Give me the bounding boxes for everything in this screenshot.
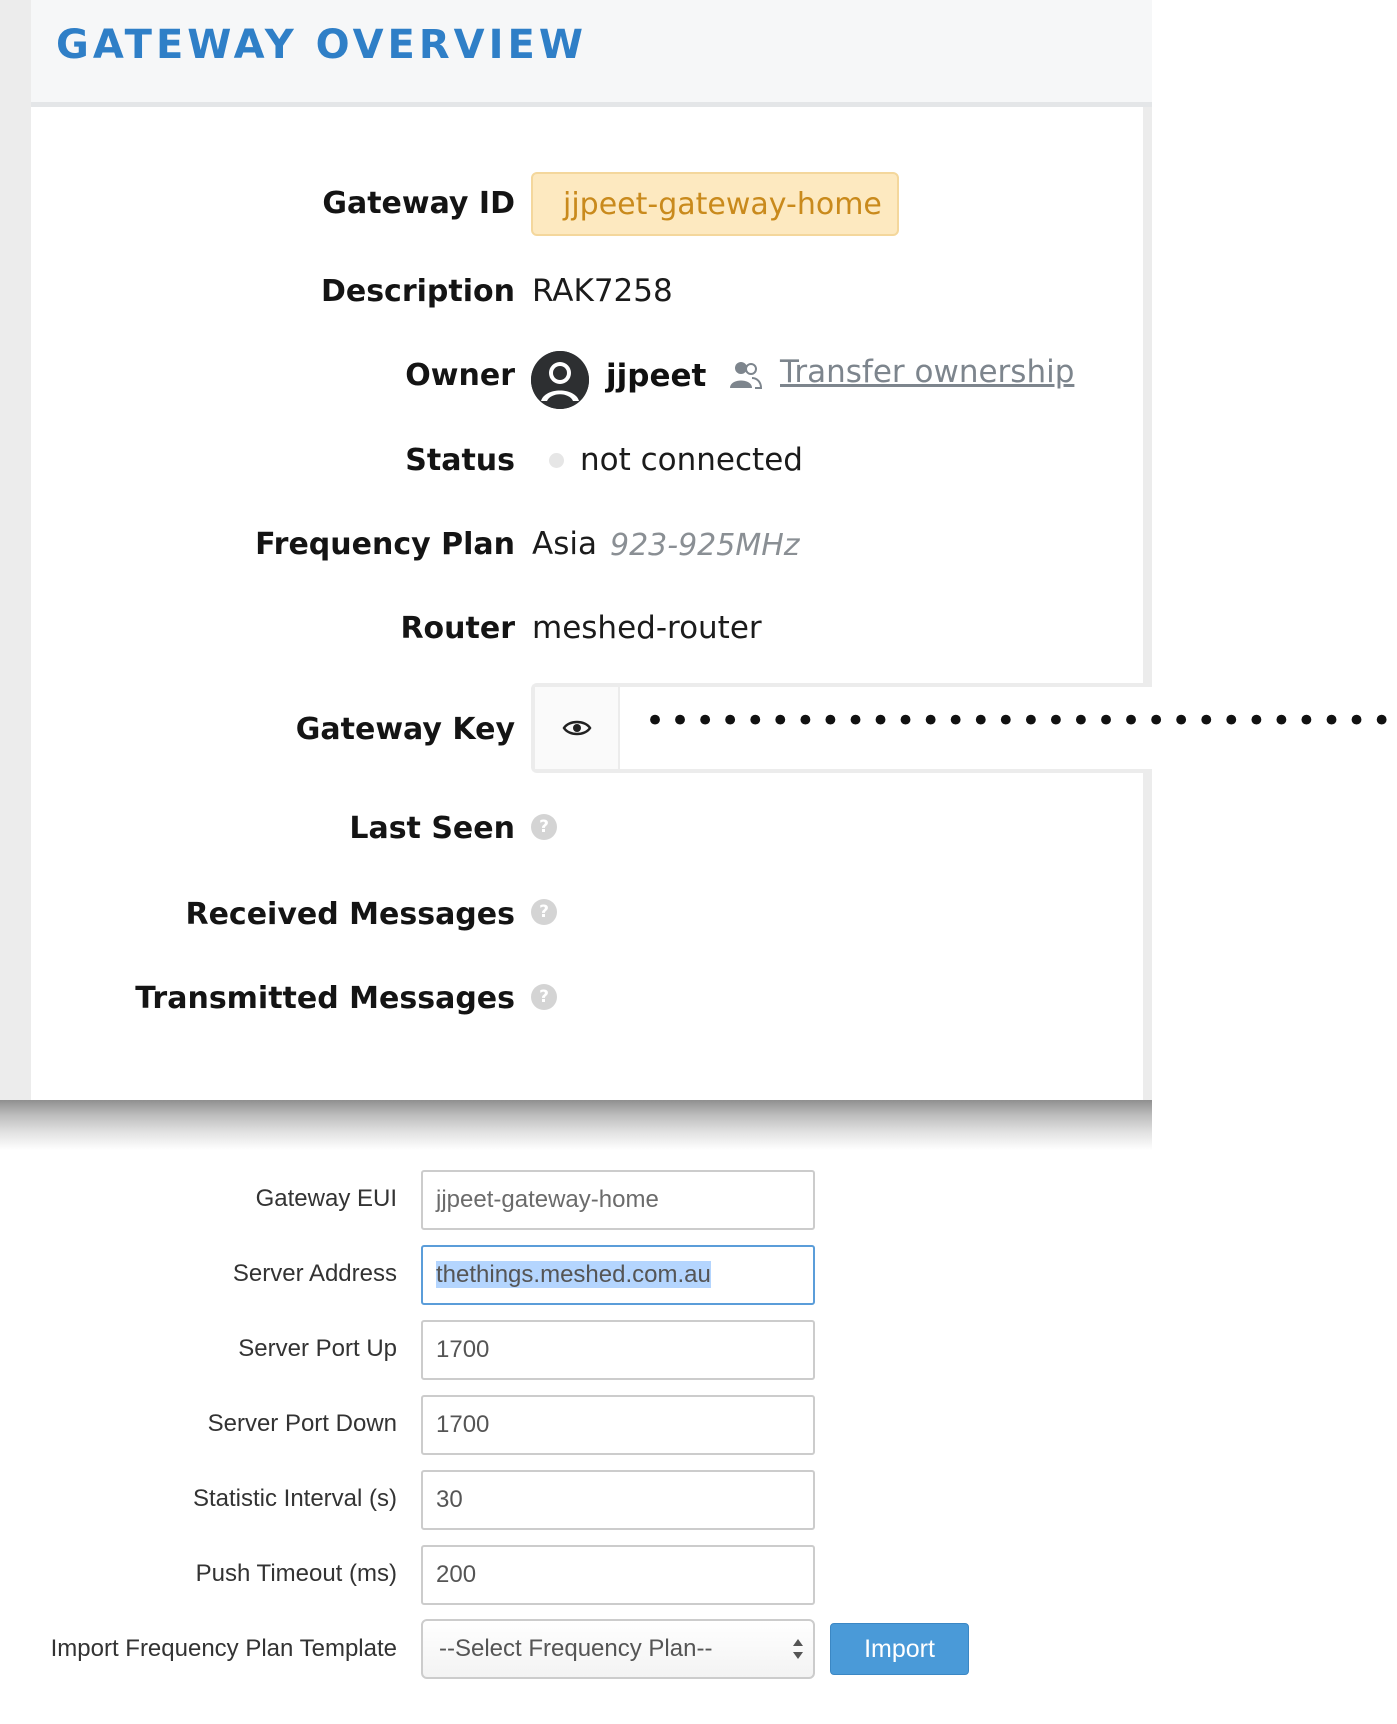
frequency-plan-value: Asia: [532, 526, 597, 562]
page-title: GATEWAY OVERVIEW: [56, 22, 587, 68]
statistic-interval-label: Statistic Interval (s): [192, 1485, 397, 1512]
description-label: Description: [320, 274, 515, 309]
frequency-plan-select[interactable]: [421, 1619, 815, 1679]
gateway-key-value[interactable]: ••••••••••••••••••••••••••••••: [645, 701, 1397, 741]
user-avatar-icon: [531, 351, 589, 409]
transmitted-messages-label: Transmitted Messages: [135, 981, 515, 1016]
question-mark-icon[interactable]: ?: [531, 984, 557, 1010]
server-port-up-label: Server Port Up: [238, 1335, 397, 1362]
question-mark-icon[interactable]: ?: [531, 899, 557, 925]
push-timeout-label: Push Timeout (ms): [195, 1560, 397, 1587]
gateway-key-label: Gateway Key: [295, 712, 515, 747]
frequency-range: 923-925MHz: [610, 528, 800, 563]
frequency-plan-select-value: --Select Frequency Plan--: [439, 1635, 713, 1662]
select-arrows-icon: [791, 1635, 805, 1663]
import-button[interactable]: Import: [830, 1623, 969, 1675]
last-seen-label: Last Seen: [349, 811, 515, 846]
card-body: [31, 107, 1397, 1100]
router-value: meshed-router: [532, 610, 762, 646]
card-header: [31, 0, 1152, 102]
server-address-value: thethings.meshed.com.au: [436, 1261, 711, 1288]
statistic-interval-input[interactable]: 30: [421, 1470, 815, 1530]
server-address-input[interactable]: [421, 1245, 815, 1305]
screenshot-divider: [0, 1100, 1152, 1150]
router-label: Router: [400, 611, 515, 646]
transfer-ownership-link[interactable]: Transfer ownership: [780, 354, 1075, 390]
gateway-id-badge: [531, 172, 899, 236]
status-dot-icon: [549, 453, 564, 468]
server-port-down-input[interactable]: 1700: [421, 1395, 815, 1455]
server-port-up-input[interactable]: 1700: [421, 1320, 815, 1380]
users-icon: [728, 360, 762, 390]
status-value: not connected: [580, 442, 803, 478]
server-address-label: Server Address: [232, 1260, 397, 1287]
question-mark-icon[interactable]: ?: [531, 814, 557, 840]
frequency-plan-template-label: Import Frequency Plan Template: [50, 1635, 397, 1662]
gateway-eui-label: Gateway EUI: [255, 1185, 397, 1212]
push-timeout-input[interactable]: 200: [421, 1545, 815, 1605]
owner-label: Owner: [405, 358, 515, 393]
server-port-down-label: Server Port Down: [207, 1410, 397, 1437]
gateway-id-label: Gateway ID: [322, 186, 515, 221]
received-messages-label: Received Messages: [185, 897, 515, 932]
gateway-id-value: jjpeet-gateway-home: [563, 187, 882, 222]
owner-name: jjpeet: [606, 358, 707, 394]
description-value: RAK7258: [532, 273, 673, 309]
eye-icon[interactable]: [535, 687, 620, 769]
gateway-key-field: [531, 683, 1397, 773]
gateway-eui-input[interactable]: jjpeet-gateway-home: [421, 1170, 815, 1230]
frequency-plan-label: Frequency Plan: [255, 527, 515, 562]
status-label: Status: [405, 443, 515, 478]
